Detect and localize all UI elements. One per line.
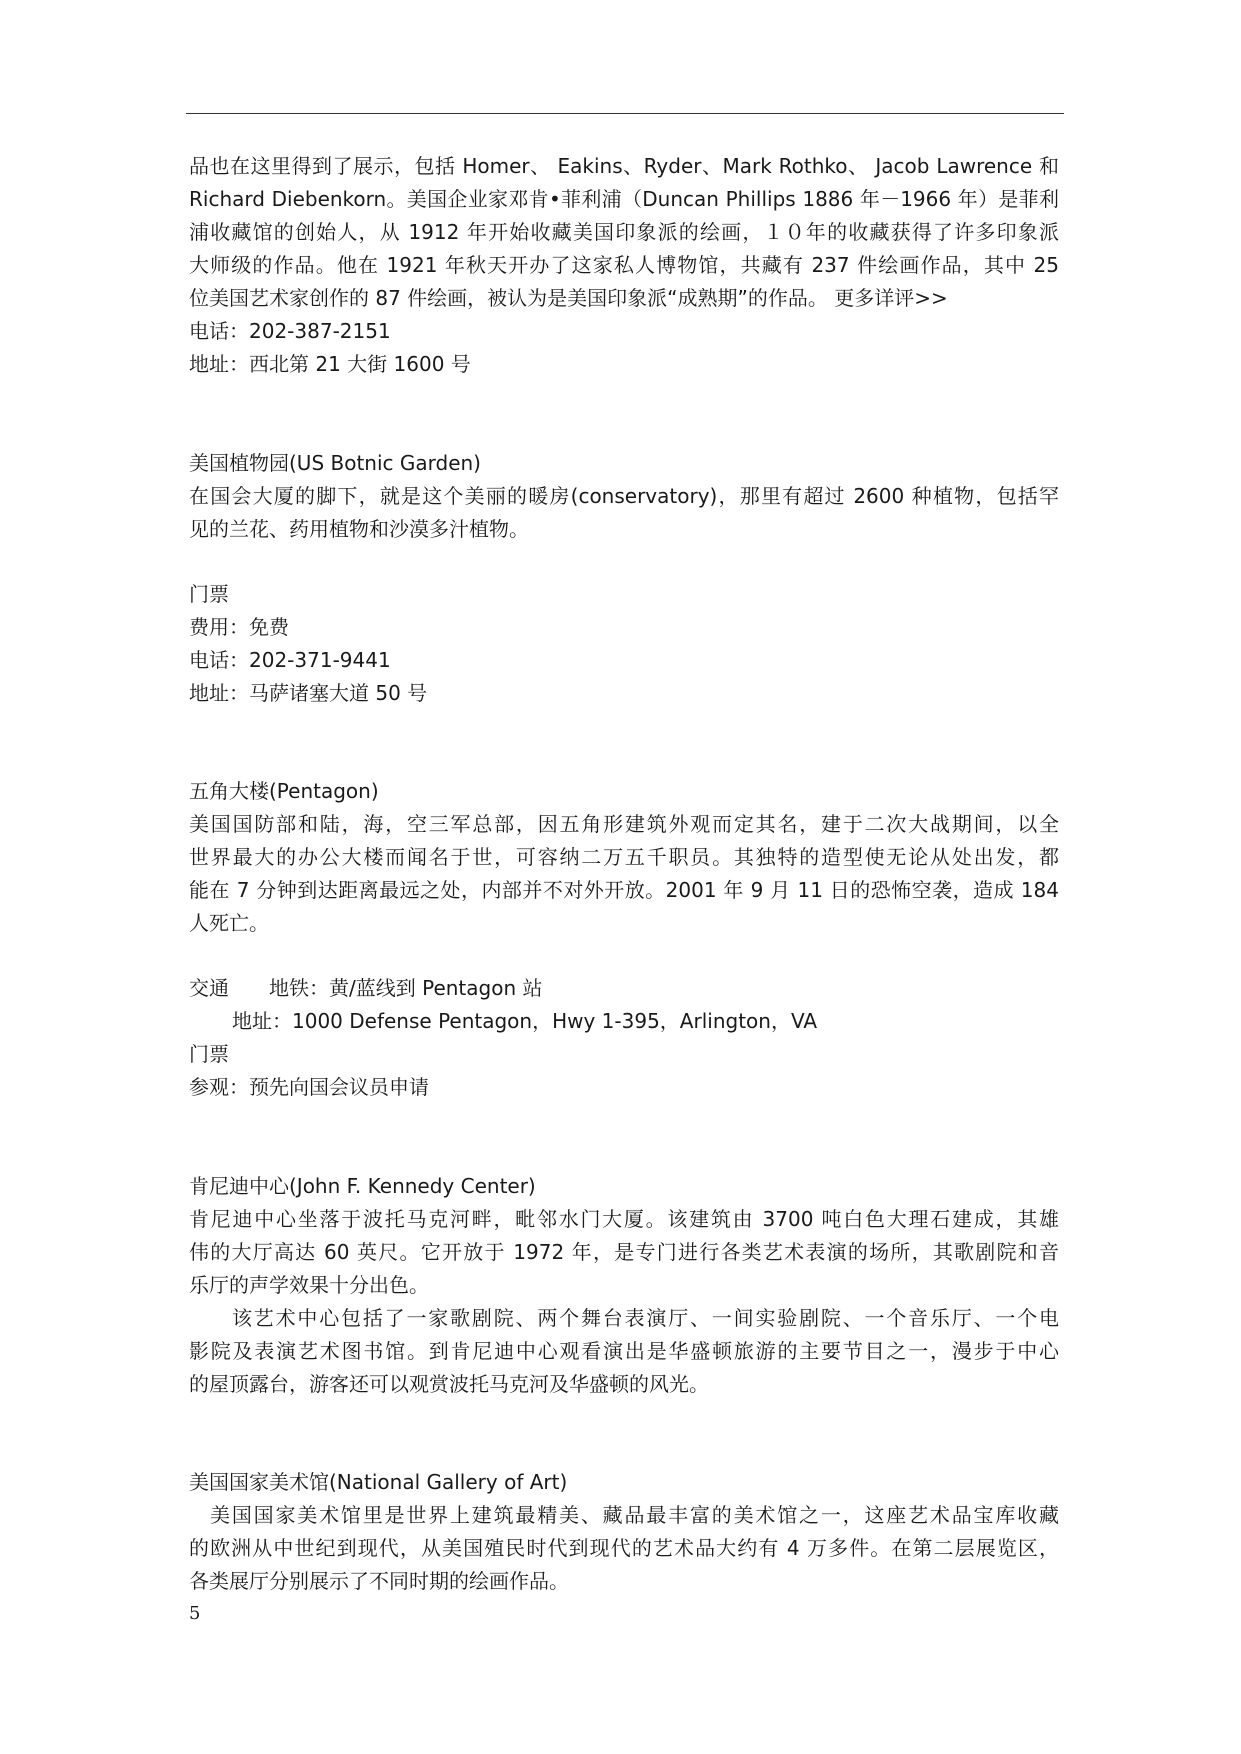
contact-address: 地址：1000 Defense Pentagon，Hwy 1-395，Arlington，VA xyxy=(232,1009,818,1033)
contact-address: 地址：西北第 21 大街 1600 号 xyxy=(189,352,471,376)
contact-address: 地址：马萨诸塞大道 50 号 xyxy=(189,681,428,705)
body-line: 的欧洲从中世纪到现代，从美国殖民时代到现代的艺术品大约有 4 万多件。在第二层展览区， xyxy=(189,1536,1059,1560)
header-rule xyxy=(186,113,1064,114)
body-line: 美国国家美术馆里是世界上建筑最精美、藏品最丰富的美术馆之一，这座艺术品宝库收藏 xyxy=(210,1503,1059,1527)
transport-line: 交通 地铁：黄/蓝线到 Pentagon 站 xyxy=(189,976,543,1000)
body-line: 在国会大厦的脚下，就是这个美丽的暖房(conservatory)，那里有超过 2600 种植物，包括罕 xyxy=(189,484,1059,508)
body-line: 该艺术中心包括了一家歌剧院、两个舞台表演厅、一间实验剧院、一个音乐厅、一个电 xyxy=(232,1306,1059,1330)
body-line: 位美国艺术家创作的 87 件绘画，被认为是美国印象派“成熟期”的作品。 更多详评>> xyxy=(189,286,948,310)
body-line: 的屋顶露台，游客还可以观赏波托马克河及华盛顿的风光。 xyxy=(189,1372,709,1396)
body-line: 伟的大厅高达 60 英尺。它开放于 1972 年，是专门进行各类艺术表演的场所，其歌剧院和音 xyxy=(189,1240,1059,1264)
section-title-botanic: 美国植物园(US Botnic Garden) xyxy=(189,451,481,475)
tickets-label: 门票 xyxy=(189,582,229,606)
contact-phone: 电话：202-371-9441 xyxy=(189,648,391,672)
body-line: 能在 7 分钟到达距离最远之处，内部并不对外开放。2001 年 9 月 11 日的恐怖空袭，造成 184 xyxy=(189,878,1059,902)
body-line: Richard Diebenkorn。美国企业家邓肯•菲利浦（Duncan Phillips 1886 年－1966 年）是菲利 xyxy=(189,187,1059,211)
body-line: 肯尼迪中心坐落于波托马克河畔，毗邻水门大厦。该建筑由 3700 吨白色大理石建成，其雄 xyxy=(189,1207,1059,1231)
body-line: 影院及表演艺术图书馆。到肯尼迪中心观看演出是华盛顿旅游的主要节目之一，漫步于中心 xyxy=(189,1339,1059,1363)
contact-phone: 电话：202-387-2151 xyxy=(189,319,391,343)
section-title-gallery: 美国国家美术馆(National Gallery of Art) xyxy=(189,1470,568,1494)
body-line: 人死亡。 xyxy=(189,911,269,935)
body-line: 美国国防部和陆，海，空三军总部，因五角形建筑外观而定其名，建于二次大战期间，以全 xyxy=(189,812,1059,836)
section-title-kennedy: 肯尼迪中心(John F. Kennedy Center) xyxy=(189,1174,536,1198)
page-number: 5 xyxy=(189,1603,201,1624)
tickets-label: 门票 xyxy=(189,1042,229,1066)
body-line: 品也在这里得到了展示，包括 Homer、 Eakins、Ryder、Mark Rothko、 Jacob Lawrence 和 xyxy=(189,154,1059,178)
body-line: 大师级的作品。他在 1921 年秋天开办了这家私人博物馆，共藏有 237 件绘画作品，其中 25 xyxy=(189,253,1059,277)
body-line: 乐厅的声学效果十分出色。 xyxy=(189,1273,429,1297)
fee-line: 费用：免费 xyxy=(189,615,289,639)
body-line: 各类展厅分别展示了不同时期的绘画作品。 xyxy=(189,1569,569,1593)
body-line: 浦收藏馆的创始人，从 1912 年开始收藏美国印象派的绘画，１０年的收藏获得了许多印象派 xyxy=(189,220,1059,244)
body-line: 见的兰花、药用植物和沙漠多汁植物。 xyxy=(189,517,529,541)
body-line: 世界最大的办公大楼而闻名于世，可容纳二万五千职员。其独特的造型使无论从处出发，都 xyxy=(189,845,1059,869)
section-title-pentagon: 五角大楼(Pentagon) xyxy=(189,779,379,803)
visit-line: 参观：预先向国会议员申请 xyxy=(189,1075,429,1099)
